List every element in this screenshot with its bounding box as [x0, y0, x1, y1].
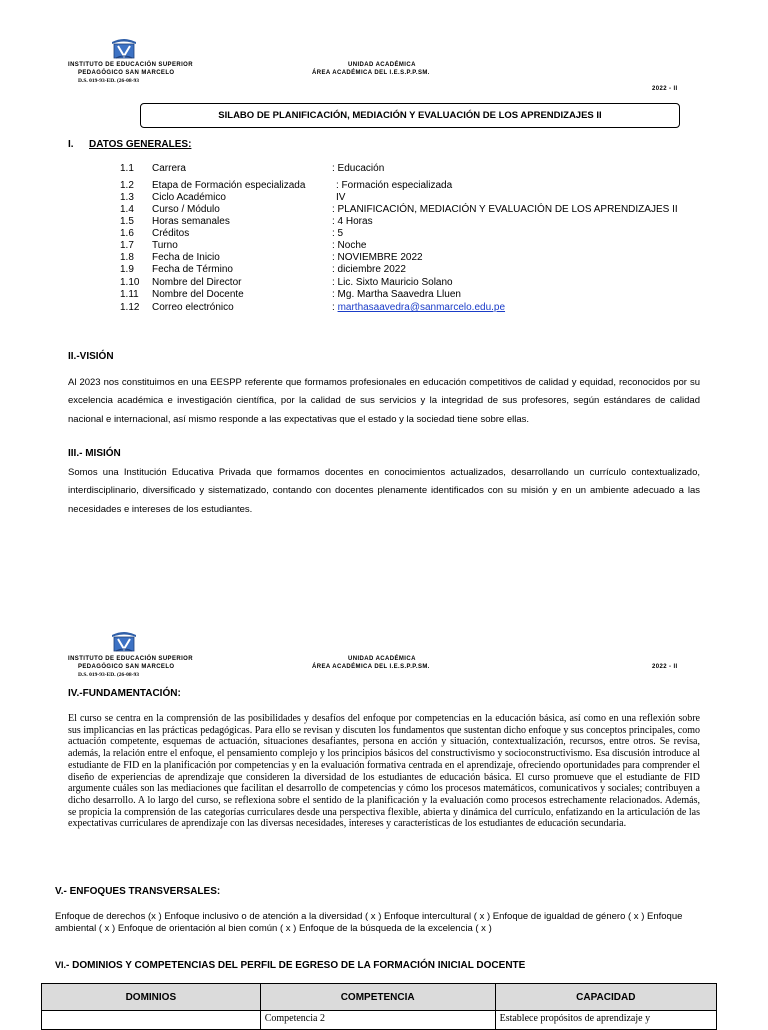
datos-row [120, 228, 720, 240]
datos-row [120, 289, 720, 301]
datos-row [120, 277, 720, 289]
row-label: Turno [152, 240, 178, 251]
section-vision-heading: II.-VISIÓN [68, 351, 114, 362]
section-enfoques-heading: V.- ENFOQUES TRANSVERSALES: [55, 886, 221, 897]
datos-row [120, 192, 720, 204]
row-value: : Noche [332, 240, 367, 251]
row-number: 1.11 [120, 289, 139, 300]
row-label: Ciclo Académico [152, 192, 226, 203]
table-header-cell: CAPACIDAD [495, 984, 716, 1011]
table-row [42, 1011, 717, 1030]
row-label: Horas semanales [152, 216, 230, 227]
enfoques-text: Enfoque de derechos (x ) Enfoque inclusivo o de atención a la diversidad ( x ) Enfoque intercultural ( x ) Enfoque de igualdad de género ( x ) Enfoque ambiental ( x ) Enfoque de orientación al bien común ( x ) Enfoque de la búsqueda de la excelencia ( x ) [55, 911, 683, 934]
table-cell: Establece propósitos de aprendizaje y [495, 1011, 716, 1030]
mision-text: Somos una Institución Educativa Privada que formamos docentes en conocimientos actualizados, desarrollando un currículo contextualizado, interdisciplinario, diversificado y sistematizado, contando con docentes plenamente identificados con su misión y en un ambiente adecuado a las necesidades e intereses de los estudiantes. [68, 467, 700, 515]
fundamentacion-text: El curso se centra en la comprensión de las posibilidades y desafíos del enfoque por competencias en la educación básica, así como en una reflexión sobre sus implicancias en las prácticas pedagógicas. Para ello se revisan y discuten los fundamentos que sustentan dicho enfoque y sus conceptos principales, como actuación competente, esquemas de actuación, situaciones desafiantes, persona en acción y situación, contextualización, recursos, entre otros. Se revisa, además, la relación entre el enfoque, el pensamiento complejo y los principios básicos del constructivismo y socioconstructivismo. Esa discusión introduce al estudiante de FID en la planificación por competencias y en la evaluación formativa centrada en el aprendizaje, ofreciendo oportunidades para comprender el diseño de experiencias de aprendizaje que consideren la diversidad de los estudiantes de educación básica. El curso promueve que el estudiante de FID argumente cuáles son las mediaciones que facilitan el desarrollo de competencias y cómo los procesos matemáticos, comunicativos y sociales; contribuyen a dicho desarrollo. A lo largo del curso, se reflexiona sobre el sentido de la planificación y la evaluación como procesos estrechamente relacionados. Además, se propicia la comprensión de las categorías curriculares desde una perspectiva flexible, abierta y dinámica del currículo, enfatizando en la articulación de las expectativas curriculares de aprendizaje con las diversas necesidades, intereses y características de los estudiantes de educación secundaria. [68, 713, 700, 830]
row-number: 1.1 [120, 163, 134, 174]
datos-row [120, 252, 720, 264]
institute-name-line2: PEDAGÓGICO SAN MARCELO [78, 664, 175, 670]
table-header-cell: COMPETENCIA [260, 984, 495, 1011]
row-value: : Formación especializada [336, 180, 453, 191]
vision-text: Al 2023 nos constituimos en una EESPP referente que formamos profesionales en educación competitivos de calidad y equidad, reconocidos por su excelencia académica e investigación científica, por la calidad de sus servicios y la integridad de sus profesores, según estándares de calidad nacional e internacional, así mismo responde a las expectativas que el estado y la sociedad tiene sobre ellas. [68, 377, 700, 425]
institute-ds: D.S. 019-93-ED. (26-08-93 [78, 672, 139, 678]
row-number: 1.6 [120, 228, 134, 239]
datos-row [120, 163, 720, 175]
row-value [332, 302, 505, 314]
datos-row [120, 264, 720, 276]
datos-row [120, 180, 720, 192]
row-number: 1.2 [120, 180, 134, 191]
row-label: Curso / Módulo [152, 204, 220, 215]
section-dominios-number: VI. [55, 960, 67, 970]
row-value: : PLANIFICACIÓN, MEDIACIÓN Y EVALUACIÓN DE LOS APRENDIZAJES II [332, 204, 678, 215]
row-number: 1.8 [120, 252, 134, 263]
row-label: Nombre del Director [152, 277, 242, 288]
datos-row [120, 302, 720, 314]
academic-area: ÁREA ACADÉMICA DEL I.E.S.P.P.SM. [312, 664, 430, 670]
section-fundamentacion-heading: IV.-FUNDAMENTACIÓN: [68, 688, 181, 699]
row-value: : Mg. Martha Saavedra Lluen [332, 289, 461, 300]
section-datos-number: I. [68, 139, 74, 150]
row-label: Créditos [152, 228, 190, 239]
row-value: : 5 [332, 228, 344, 239]
table-header-row [42, 984, 717, 1011]
row-label: Etapa de Formación especializada [152, 180, 306, 191]
datos-row [120, 216, 720, 228]
row-label: Carrera [152, 163, 186, 174]
datos-row [120, 240, 720, 252]
dominios-table [41, 983, 717, 1030]
row-value: : Lic. Sixto Mauricio Solano [332, 277, 453, 288]
row-value: : NOVIEMBRE 2022 [332, 252, 423, 263]
row-label: Correo electrónico [152, 302, 234, 313]
institute-logo [110, 629, 138, 653]
academic-area: ÁREA ACADÉMICA DEL I.E.S.P.P.SM. [312, 70, 430, 76]
row-value: : Educación [332, 163, 385, 174]
academic-unit: UNIDAD ACADÉMICA [348, 656, 416, 662]
row-number: 1.4 [120, 204, 134, 215]
row-value: : 4 Horas [332, 216, 373, 227]
institute-name-line1: INSTITUTO DE EDUCACIÓN SUPERIOR [68, 62, 193, 68]
datos-row [120, 204, 720, 216]
section-mision-heading: III.- MISIÓN [68, 448, 121, 459]
row-number: 1.7 [120, 240, 134, 251]
institute-name-line1: INSTITUTO DE EDUCACIÓN SUPERIOR [68, 656, 193, 662]
table-cell: Competencia 2 [260, 1011, 495, 1030]
row-label: Fecha de Término [152, 264, 233, 275]
table-cell [42, 1011, 261, 1030]
section-datos-heading: DATOS GENERALES: [89, 139, 192, 150]
row-label: Nombre del Docente [152, 289, 244, 300]
row-value-prefix: : [332, 302, 338, 313]
document-title: SILABO DE PLANIFICACIÓN, MEDIACIÓN Y EVALUACIÓN DE LOS APRENDIZAJES II [218, 110, 602, 121]
row-value: IV [336, 192, 346, 203]
section-dominios-title: - DOMINIOS Y COMPETENCIAS DEL PERFIL DE EGRESO DE LA FORMACIÓN INICIAL DOCENTE [66, 960, 526, 971]
academic-period: 2022 - II [652, 664, 678, 670]
institute-logo [110, 36, 138, 60]
academic-period: 2022 - II [652, 86, 678, 92]
row-value: : diciembre 2022 [332, 264, 406, 275]
row-number: 1.12 [120, 302, 140, 313]
row-number: 1.3 [120, 192, 134, 203]
section-dominios-heading [55, 960, 525, 971]
row-number: 1.10 [120, 277, 140, 288]
institute-ds: D.S. 019-93-ED. (26-08-93 [78, 78, 139, 84]
row-label: Fecha de Inicio [152, 252, 220, 263]
row-number: 1.5 [120, 216, 134, 227]
document-title-box [140, 103, 680, 128]
table-header-cell: DOMINIOS [42, 984, 261, 1011]
institute-name-line2: PEDAGÓGICO SAN MARCELO [78, 70, 175, 76]
academic-unit: UNIDAD ACADÉMICA [348, 62, 416, 68]
row-number: 1.9 [120, 264, 134, 275]
email-link[interactable]: marthasaavedra@sanmarcelo.edu.pe [337, 302, 506, 313]
